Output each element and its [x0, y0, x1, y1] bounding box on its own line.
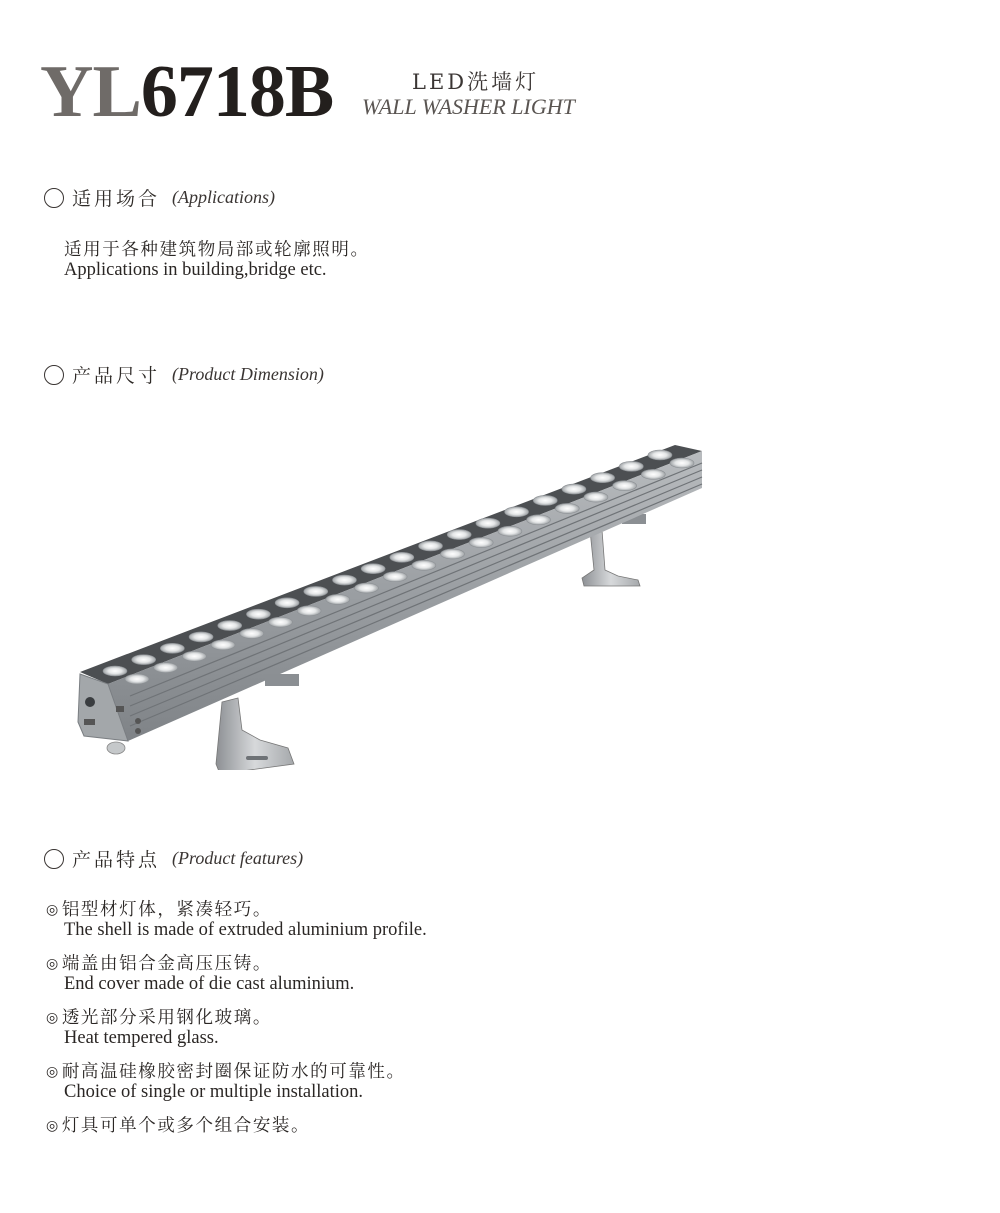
- led-lens: [447, 530, 471, 540]
- led-lens: [383, 572, 407, 582]
- applications-heading: [44, 184, 275, 211]
- features-title-cn: 产品特点: [72, 849, 161, 871]
- led-lens: [154, 663, 178, 673]
- led-lens: [670, 458, 694, 468]
- subtitle-cn: LED洗墙灯: [412, 70, 540, 94]
- led-lens: [527, 515, 551, 525]
- applications-text-en: Applications in building,bridge etc.: [64, 260, 327, 280]
- circle-bullet-icon: [44, 849, 64, 869]
- feature-item-3-cn: ◎ 透光部分采用钢化玻璃。: [46, 1008, 272, 1028]
- led-lens: [332, 575, 356, 585]
- led-lens: [505, 507, 529, 517]
- led-lens: [189, 632, 213, 642]
- dimension-title-en: (Product Dimension): [172, 364, 324, 384]
- end-cover-port-icon: [85, 697, 95, 707]
- led-lens: [584, 492, 608, 502]
- led-lens: [211, 640, 235, 650]
- led-lens: [419, 541, 443, 551]
- led-lens: [412, 560, 436, 570]
- applications-title-en: (Applications): [172, 187, 275, 207]
- led-lens: [562, 484, 586, 494]
- led-lens: [613, 481, 637, 491]
- subtitle-en: WALL WASHER LIGHT: [362, 94, 575, 119]
- circle-bullet-icon: [44, 365, 64, 385]
- led-lens: [641, 469, 665, 479]
- led-lens: [533, 495, 557, 505]
- double-circle-bullet-icon: ◎: [46, 1064, 60, 1080]
- led-lens: [103, 666, 127, 676]
- led-lens: [648, 450, 672, 460]
- led-lens: [240, 629, 264, 639]
- led-lens: [218, 621, 242, 631]
- cable-gland-icon: [107, 742, 125, 754]
- led-lens: [555, 503, 579, 513]
- wall-washer-product-image: [70, 430, 710, 770]
- led-lens: [390, 552, 414, 562]
- led-lens: [304, 586, 328, 596]
- feature-item-4-en: Choice of single or multiple installation.: [64, 1082, 364, 1102]
- double-circle-bullet-icon: ◎: [46, 1118, 60, 1134]
- features-title-en: (Product features): [172, 848, 304, 868]
- led-lens: [591, 473, 615, 483]
- double-circle-bullet-icon: ◎: [46, 956, 60, 972]
- feature-item-4-cn: ◎ 耐高温硅橡胶密封圈保证防水的可靠性。: [46, 1062, 406, 1082]
- dimension-title-cn: 产品尺寸: [72, 365, 161, 387]
- applications-text-cn: 适用于各种建筑物局部或轮廓照明。: [64, 240, 370, 260]
- led-lens: [441, 549, 465, 559]
- feature-item-3-en: Heat tempered glass.: [64, 1028, 219, 1048]
- model-prefix: YL: [40, 51, 141, 133]
- dimension-heading: [44, 361, 324, 388]
- applications-title-cn: 适用场合: [72, 188, 161, 210]
- led-lens: [125, 674, 149, 684]
- led-lens: [160, 643, 184, 653]
- feature-item-5-cn: ◎ 灯具可单个或多个组合安装。: [46, 1116, 311, 1136]
- double-circle-bullet-icon: ◎: [46, 1010, 60, 1026]
- led-lens: [297, 606, 321, 616]
- feature-item-1-en: The shell is made of extruded aluminium profile.: [64, 920, 427, 940]
- features-heading: [44, 845, 303, 872]
- led-lens: [498, 526, 522, 536]
- led-lens: [361, 564, 385, 574]
- product-model: [40, 52, 333, 132]
- led-lens: [182, 651, 206, 661]
- circle-bullet-icon: [44, 188, 64, 208]
- led-lens: [268, 617, 292, 627]
- feature-item-2-en: End cover made of die cast aluminium.: [64, 974, 355, 994]
- led-lens: [476, 518, 500, 528]
- led-lens: [326, 594, 350, 604]
- led-lens: [619, 461, 643, 471]
- model-number: 6718B: [140, 51, 334, 133]
- led-lens: [275, 598, 299, 608]
- led-lens: [246, 609, 270, 619]
- feature-item-2-cn: ◎ 端盖由铝合金高压压铸。: [46, 954, 272, 974]
- feature-item-1-cn: ◎ 铝型材灯体，紧凑轻巧。: [46, 900, 272, 920]
- led-lens: [354, 583, 378, 593]
- led-lens: [469, 538, 493, 548]
- double-circle-bullet-icon: ◎: [46, 902, 60, 918]
- led-lens: [132, 655, 156, 665]
